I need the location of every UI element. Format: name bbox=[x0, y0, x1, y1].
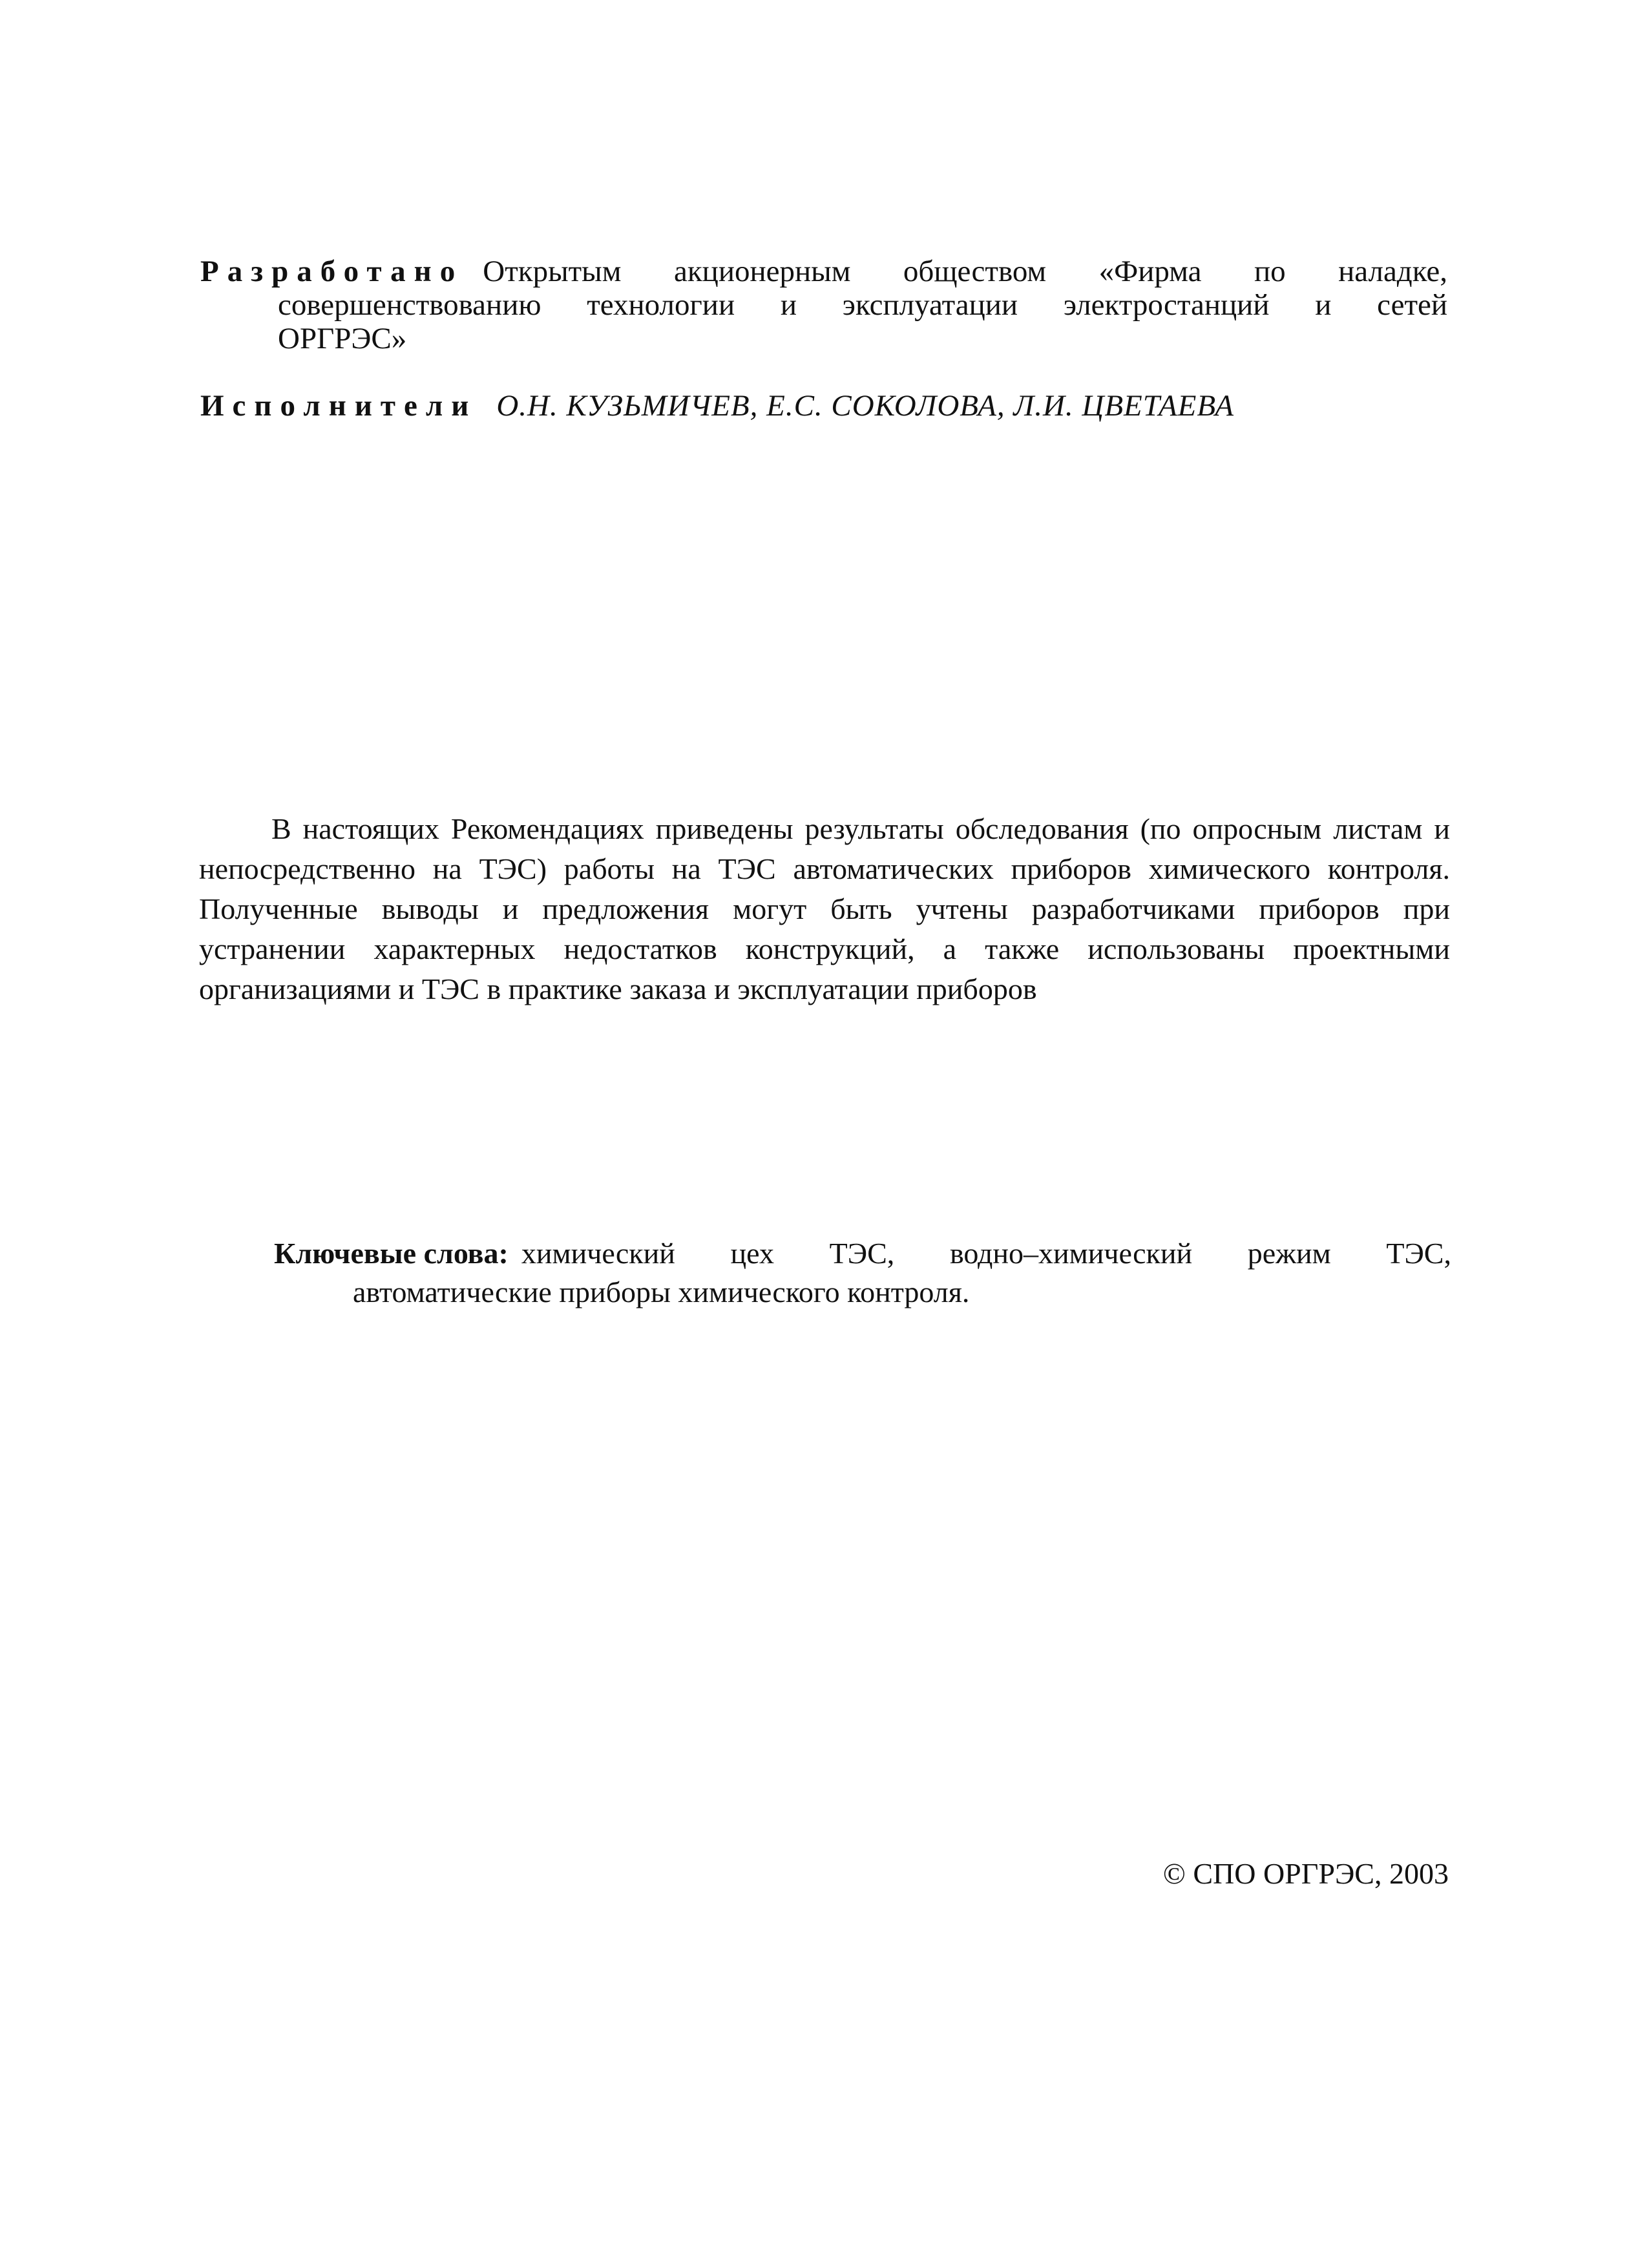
copyright-notice: © СПО ОРГРЭС, 2003 bbox=[1162, 1857, 1449, 1890]
keywords-block bbox=[274, 1234, 1451, 1312]
performers-line bbox=[200, 389, 1447, 423]
developed-by-text-line-2: совершенствованию технологии и эксплуатации электростанций и сетей bbox=[278, 288, 1447, 322]
keywords-text-line-1: химический цех ТЭС, водно–химический режим ТЭС, bbox=[521, 1237, 1451, 1270]
developed-by-block bbox=[200, 255, 1447, 355]
developed-by-text-line-1: Открытым акционерным обществом «Фирма по наладке, bbox=[483, 255, 1447, 288]
developed-by-first-line bbox=[200, 255, 1447, 288]
keywords-label: Ключевые слова: bbox=[274, 1237, 509, 1270]
keywords-first-line bbox=[274, 1234, 1451, 1273]
abstract-paragraph: В настоящих Рекомендациях приведены результаты обследования (по опросным листам и непосредственно на ТЭС) работы на ТЭС автоматических приборов химического контроля. Полученные выводы и предложения могут быть учтены разработчиками приборов при устранении характерных недостатков конструкций, а также использованы проектными организациями и ТЭС в практике заказа и эксплуатации приборов bbox=[199, 812, 1450, 1005]
developed-by-label: Разработано bbox=[200, 255, 464, 288]
performers-block bbox=[200, 389, 1447, 423]
performers-label: Исполнители bbox=[200, 389, 478, 423]
performers-names: О.Н. КУЗЬМИЧЕВ, Е.С. СОКОЛОВА, Л.И. ЦВЕТАЕВА bbox=[496, 389, 1234, 423]
keywords-text-line-2: автоматические приборы химического контроля. bbox=[353, 1276, 970, 1308]
developed-by-text-line-3: ОРГРЭС» bbox=[278, 322, 407, 355]
